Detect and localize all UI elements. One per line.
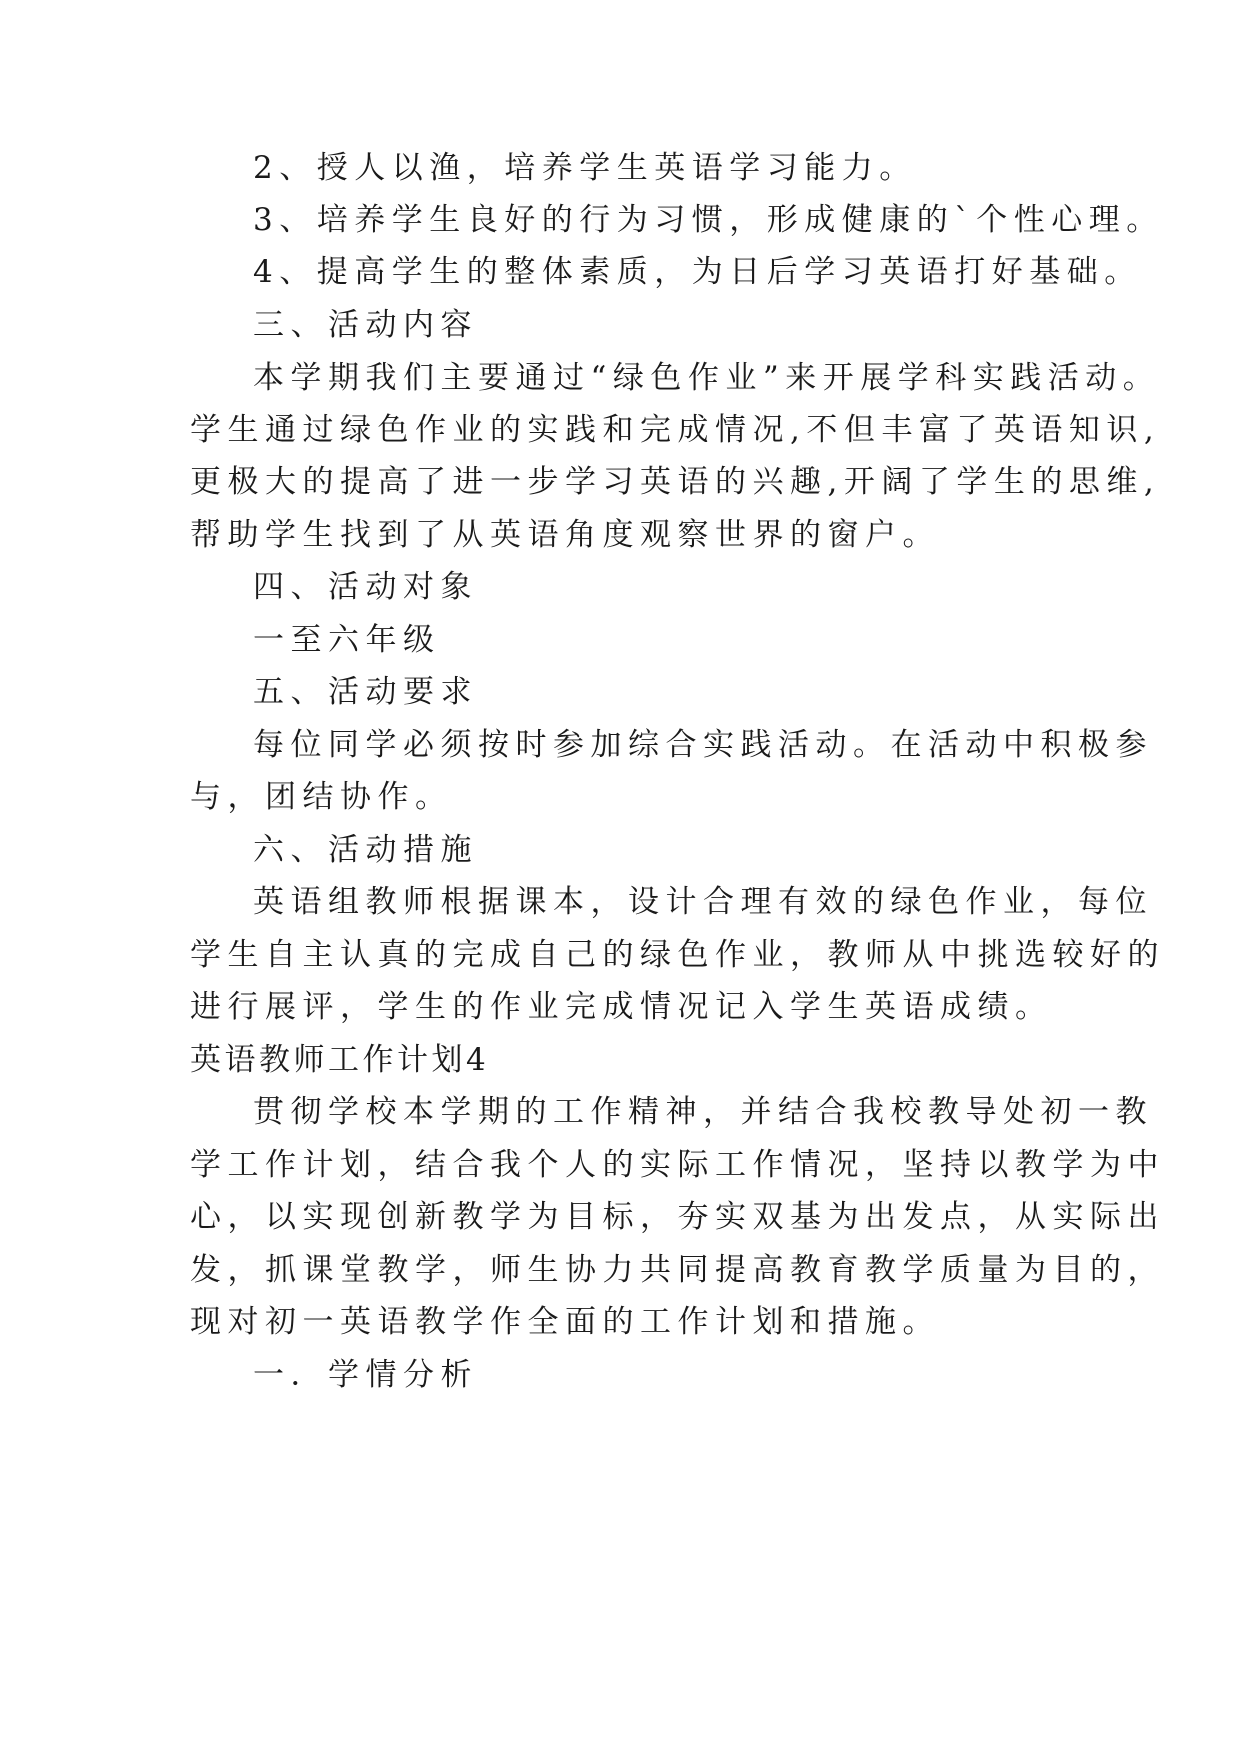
list-item-3: 3、培养学生良好的行为习惯，形成健康的`个性心理。	[253, 202, 1164, 238]
section-heading-activity-content: 三、活动内容	[253, 307, 478, 343]
paragraph-line: 每位同学必须按时参加综合实践活动。在活动中积极参	[253, 727, 1153, 763]
paragraph-line: 学生自主认真的完成自己的绿色作业，教师从中挑选较好的	[190, 937, 1165, 973]
paragraph-line: 学工作计划，结合我个人的实际工作情况，坚持以教学为中	[190, 1147, 1165, 1183]
section-heading-activity-target: 四、活动对象	[253, 569, 478, 605]
paragraph-line: 心，以实现创新教学为目标，夯实双基为出发点，从实际出	[190, 1199, 1165, 1235]
paragraph-line: 学生通过绿色作业的实践和完成情况,不但丰富了英语知识,	[190, 412, 1161, 448]
paragraph-line: 本学期我们主要通过“绿色作业”来开展学科实践活动。	[253, 360, 1161, 396]
paragraph-line: 发，抓课堂教学，师生协力共同提高教育教学质量为目的，	[190, 1252, 1165, 1288]
paragraph-line: 与，团结协作。	[190, 779, 453, 815]
list-item-2: 2、授人以渔，培养学生英语学习能力。	[253, 150, 917, 186]
paragraph-line: 更极大的提高了进一步学习英语的兴趣,开阔了学生的思维,	[190, 464, 1161, 500]
paragraph-line: 英语组教师根据课本，设计合理有效的绿色作业，每位	[253, 884, 1153, 920]
section-heading-activity-measures: 六、活动措施	[253, 832, 478, 868]
section-heading-activity-requirements: 五、活动要求	[253, 674, 478, 710]
list-item-4: 4、提高学生的整体素质，为日后学习英语打好基础。	[253, 254, 1142, 290]
paragraph-line: 进行展评，学生的作业完成情况记入学生英语成绩。	[190, 989, 1053, 1025]
paragraph-line: 一至六年级	[253, 622, 441, 658]
paragraph-line: 现对初一英语教学作全面的工作计划和措施。	[190, 1304, 940, 1340]
paragraph-line: 帮助学生找到了从英语角度观察世界的窗户。	[190, 517, 940, 553]
document-section-title: 英语教师工作计划4	[190, 1042, 490, 1078]
section-heading-learning-analysis: 一．学情分析	[253, 1357, 478, 1393]
paragraph-line: 贯彻学校本学期的工作精神，并结合我校教导处初一教	[253, 1094, 1153, 1130]
